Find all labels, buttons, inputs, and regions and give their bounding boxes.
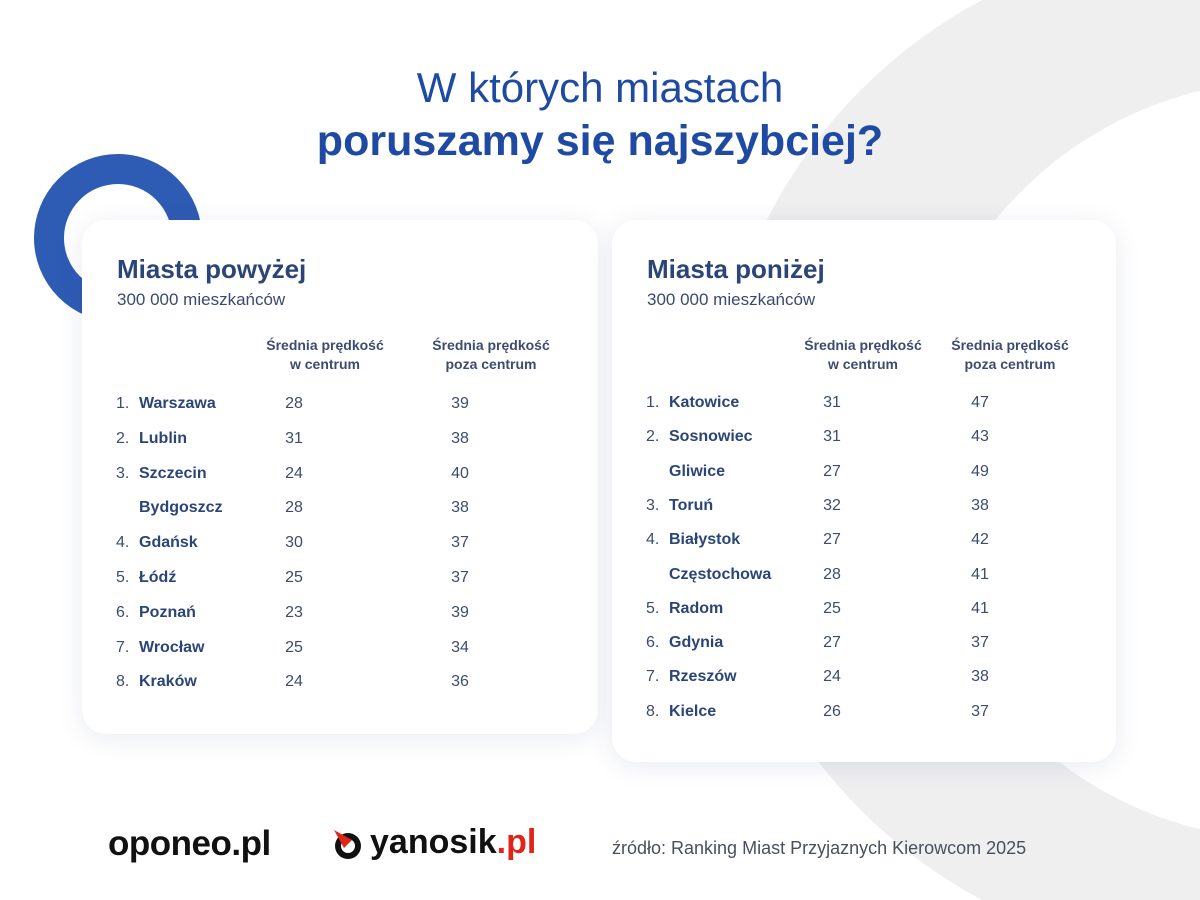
rank-label: 1. [116,395,130,412]
center-speed-value: 23 [285,603,303,621]
center-speed-value: 25 [285,569,303,586]
center-speed-value: 24 [823,668,841,686]
outside-speed-value: 37 [971,634,989,652]
table-row [82,496,598,520]
city-name: Szczecin [139,464,207,482]
card-subtitle: 300 000 mieszkańców [117,290,286,309]
city-name: Wrocław [139,638,205,656]
yanosik-wordmark-main: yanosik [370,823,497,861]
column-header-outside [416,336,566,374]
table-row [82,636,598,660]
center-speed-value: 25 [285,638,303,656]
column-header-line: Średnia prędkość [432,337,550,353]
center-speed-value: 27 [823,531,841,549]
city-name: Kraków [139,673,197,691]
center-speed-value: 27 [823,634,841,652]
rank-label: 3. [116,464,130,482]
rank-label: 5. [646,599,660,617]
card-subtitle: 300 000 mieszkańców [647,290,816,309]
column-header-line: w centrum [289,356,360,372]
yanosik-wordmark-tld: .pl [496,823,537,861]
outside-speed-value: 38 [971,496,989,514]
outside-speed-value: 41 [971,599,989,617]
center-speed-value: 26 [823,702,841,720]
table-card-small-cities [612,220,1116,762]
title-line-2: poruszamy się najszybciej? [316,117,884,165]
city-name: Gdańsk [139,534,198,552]
outside-speed-value: 42 [971,531,989,549]
title-line-1: W których miastach [416,64,784,111]
city-name: Bydgoszcz [139,499,223,517]
column-header-line: w centrum [827,356,898,372]
outside-speed-value: 38 [451,429,469,447]
center-speed-value: 31 [823,428,841,446]
yanosik-wordmark [370,823,536,862]
city-name: Poznań [139,603,196,621]
center-speed-value: 30 [285,534,303,552]
table-row [612,631,1116,655]
table-row [82,566,598,590]
city-name: Toruń [669,496,714,514]
outside-speed-value: 43 [971,428,989,446]
table-row [612,597,1116,621]
outside-speed-value: 40 [451,464,469,482]
rank-label: 6. [646,634,660,652]
center-speed-value: 28 [285,499,303,517]
column-header-center [788,336,938,374]
city-name: Białystok [669,531,741,549]
center-speed-value: 31 [823,394,841,411]
center-speed-value: 28 [285,395,303,412]
table-row [82,531,598,555]
table-row [612,700,1116,724]
outside-speed-value: 47 [971,394,989,411]
rank-label: 7. [116,638,130,656]
city-name: Katowice [669,394,740,411]
table-row [612,460,1116,484]
rank-label: 8. [646,702,660,720]
city-name: Częstochowa [669,565,772,583]
outside-speed-value: 39 [451,603,469,621]
table-row [82,462,598,486]
center-speed-value: 27 [823,462,841,480]
city-name: Kielce [669,702,717,720]
column-header-center [250,336,400,374]
column-header-line: Średnia prędkość [951,337,1069,353]
city-name: Gdynia [669,634,724,652]
center-speed-value: 32 [823,496,841,514]
column-header-outside [935,336,1085,374]
city-name: Radom [669,599,724,617]
table-row [612,494,1116,518]
outside-speed-value: 37 [971,702,989,720]
city-name: Rzeszów [669,668,737,686]
rank-label: 4. [646,531,660,549]
rank-label: 6. [116,603,130,621]
column-header-line: Średnia prędkość [804,337,922,353]
center-speed-value: 25 [823,599,841,617]
city-name: Lublin [139,429,187,447]
card-title: Miasta powyżej [117,254,307,284]
outside-speed-value: 34 [451,638,469,656]
rank-label: 8. [116,673,130,691]
table-row [612,563,1116,587]
rank-label: 5. [116,569,130,586]
outside-speed-value: 41 [971,565,989,583]
outside-speed-value: 49 [971,462,989,480]
column-header-line: poza centrum [964,356,1056,372]
outside-speed-value: 38 [451,499,469,517]
outside-speed-value: 38 [971,668,989,686]
city-name: Łódź [139,569,177,586]
outside-speed-value: 37 [451,534,469,552]
outside-speed-value: 37 [451,569,469,586]
outside-speed-value: 39 [451,395,469,412]
card-title: Miasta poniżej [647,254,825,284]
table-row [82,601,598,625]
column-header-line: poza centrum [445,356,537,372]
city-name: Sosnowiec [669,428,753,446]
rank-label: 2. [116,429,130,447]
table-row [612,665,1116,689]
yanosik-pin-icon [332,828,364,860]
rank-label: 7. [646,668,660,686]
center-speed-value: 24 [285,464,303,482]
city-name: Gliwice [669,462,726,480]
page-title [0,62,1200,168]
column-header-line: Średnia prędkość [266,337,384,353]
table-row [612,425,1116,449]
table-row [612,528,1116,552]
center-speed-value: 28 [823,565,841,583]
table-row [82,392,598,416]
center-speed-value: 24 [285,673,303,691]
rank-label: 1. [646,394,660,411]
oponeo-logo: oponeo.pl [108,824,271,863]
table-row [612,391,1116,415]
source-note: źródło: Ranking Miast Przyjaznych Kierowcom 2025 [612,838,1027,858]
rank-label: 4. [116,534,130,552]
table-row [82,427,598,451]
outside-speed-value: 36 [451,673,469,691]
center-speed-value: 31 [285,429,303,447]
rank-label: 3. [646,496,660,514]
table-row [82,670,598,694]
table-card-large-cities [82,220,598,734]
rank-label: 2. [646,428,660,446]
city-name: Warszawa [139,395,216,412]
